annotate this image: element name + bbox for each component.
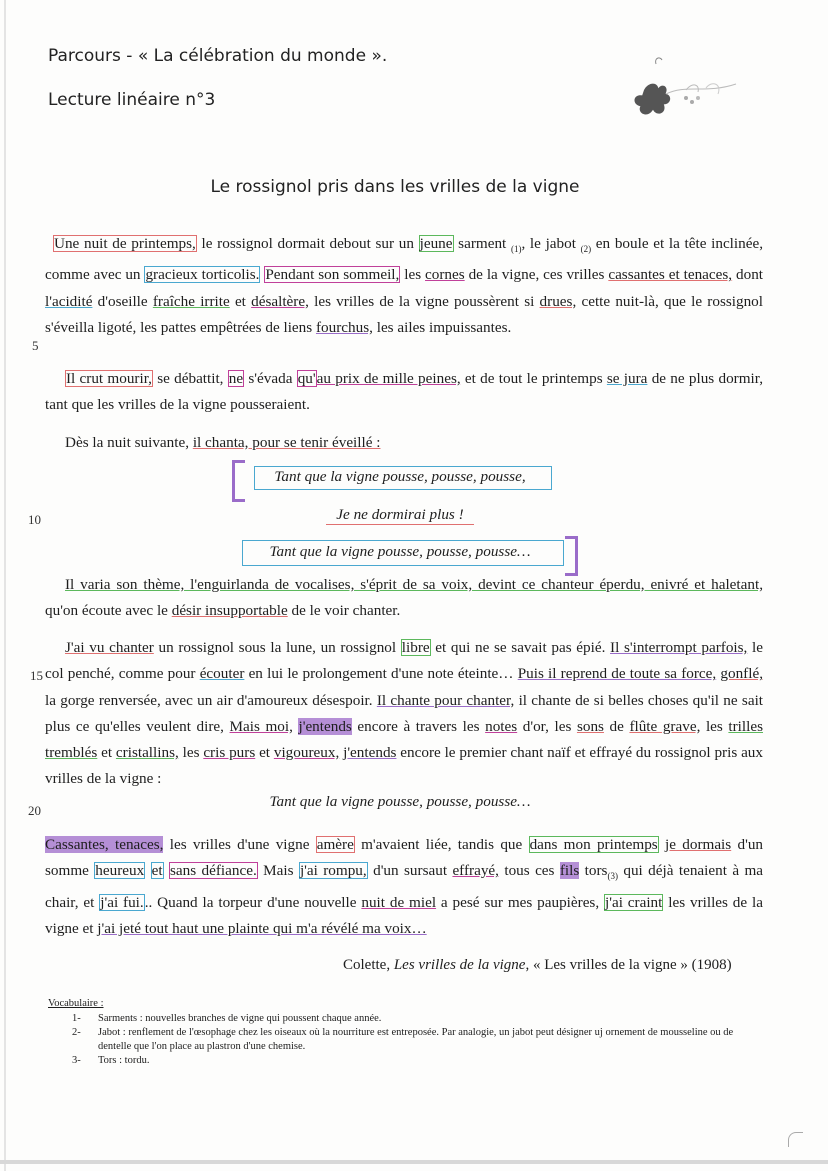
text-run: le col penché, comme pour <box>45 639 763 683</box>
annotated-phrase: jeune <box>419 235 453 252</box>
page-edge-left <box>4 0 6 1171</box>
text-run: d'un sursaut <box>367 862 453 880</box>
underlined-phrase: cris purs <box>203 744 256 762</box>
text-run <box>145 862 150 879</box>
text-run: le rossignol dormait debout sur un <box>196 235 419 252</box>
annotated-phrase: ne <box>228 370 244 387</box>
underlined-phrase: je dormais <box>665 836 732 853</box>
annotated-phrase: gracieux torticolis. <box>145 266 260 284</box>
annotated-phrase: dans mon printemps <box>529 836 658 853</box>
underlined-phrase: se jura <box>606 370 648 387</box>
vocabulary-item <box>72 1054 762 1068</box>
paragraph-4 <box>45 572 763 625</box>
text-run: la gorge renversée, avec un air d'amoureux désespoir. <box>45 691 377 709</box>
vocabulary-number: 2- <box>72 1027 81 1038</box>
annotated-phrase: j'ai craint <box>605 893 663 911</box>
underlined-phrase: j'entends <box>343 744 397 762</box>
annotated-phrase: Pendant son sommeil, <box>265 266 400 284</box>
text-run: tors <box>579 862 608 880</box>
text-run: les vrilles d'une vigne <box>163 836 316 853</box>
annotated-phrase: libre <box>401 639 430 656</box>
citation-author: Colette, <box>343 957 394 973</box>
underlined-phrase: drues, <box>539 292 577 310</box>
underlined-phrase: au prix de mille peines, <box>316 370 461 387</box>
text-run: se débattit, <box>152 370 228 387</box>
text-run: il chante de si belles choses qu'il ne sait plus ce qu'elles veulent dire, <box>45 691 764 735</box>
highlighted-phrase: fils <box>559 862 580 880</box>
vocabulary-text: Sarments : nouvelles branches de vigne qui poussent chaque année. <box>98 1013 382 1024</box>
underlined-phrase: cassantes et tenaces, <box>608 266 733 284</box>
vocabulary-text: Tors : tordu. <box>98 1055 150 1066</box>
text-run: de le voir chanter. <box>287 602 401 620</box>
underlined-phrase: Puis il reprend de toute sa force, <box>517 665 717 683</box>
annotated-phrase: j'ai fui. <box>100 893 144 911</box>
text-run: les <box>400 266 426 284</box>
citation-rest: , « Les vrilles de la vigne » (1908) <box>525 957 732 973</box>
text-run: et <box>255 744 274 762</box>
underlined-phrase: désaltère, <box>251 292 309 310</box>
text-run: sarment <box>453 235 511 252</box>
vocabulary-title: Vocabulaire : <box>48 998 104 1009</box>
annotated-phrase: heureux <box>95 862 145 880</box>
annotated-phrase: Une nuit de printemps, <box>54 235 196 252</box>
vocabulary-item <box>72 1012 762 1026</box>
vocabulary-number: 3- <box>72 1055 81 1066</box>
text-run: de la vigne, ces vrilles <box>464 266 609 284</box>
line-number-15: 15 <box>30 668 43 683</box>
underlined-phrase: gonflé, <box>720 665 763 683</box>
verse-line-2: Je ne dormirai plus ! <box>336 506 464 523</box>
highlighted-phrase: j'entends <box>298 717 352 735</box>
verse-line-3: Tant que la vigne pousse, pousse, pousse… <box>269 543 531 560</box>
citation-book: Les vrilles de la vigne <box>393 957 526 973</box>
text-run: .. Quand la torpeur d'une nouvelle <box>144 893 362 911</box>
text-run: les vrilles de la vigne poussèrent si <box>308 292 540 310</box>
text-run: et qui ne se savait pas épié. <box>430 639 611 656</box>
text-run: d'oseille <box>92 292 153 310</box>
text-run: encore à travers les <box>351 717 486 735</box>
source-citation <box>343 957 732 974</box>
text-run: et de tout le printemps <box>460 370 607 387</box>
underlined-phrase: Il varia son thème, l'enguirlanda de vocalises, s'éprit de sa voix, devint ce chanteur éperdu, enivré et haletant, <box>65 576 763 593</box>
vocabulary-item <box>72 1026 762 1054</box>
underlined-phrase: désir insupportable <box>171 602 288 620</box>
text-run: , le jabot <box>521 235 581 252</box>
underlined-phrase: J'ai vu chanter <box>65 639 154 656</box>
verse-line-4: Tant que la vigne pousse, pousse, pousse… <box>269 793 531 810</box>
text-run: les vrilles de la vigne et <box>45 893 763 937</box>
text-run: les ailes impuissantes. <box>372 318 512 336</box>
text-run: tous ces <box>498 862 560 880</box>
underlined-phrase: nuit de miel <box>361 893 437 911</box>
text-run: qu'on écoute avec le <box>45 602 172 620</box>
underlined-phrase: trilles tremblés <box>45 717 763 762</box>
text-run: en lui le prolongement d'une note éteinte… <box>244 665 518 683</box>
verse-underline <box>326 524 474 525</box>
text-run: s'évada <box>244 370 297 387</box>
text-run: d'or, les <box>517 717 577 735</box>
highlighted-phrase: Cassantes, tenaces, <box>45 836 164 853</box>
parcours-heading: Parcours - « La célébration du monde ». <box>48 46 388 66</box>
underlined-phrase: fraîche irrite <box>152 292 230 310</box>
underlined-phrase: flûte grave, <box>629 717 701 735</box>
text-run: encore le premier chant naïf et effrayé du rossignol pris aux vrilles de la vigne : <box>45 744 763 788</box>
text-run: les <box>700 717 729 735</box>
text-run: un rossignol sous la lune, un rossignol <box>153 639 401 656</box>
text-run: qui déjà tenaient à ma chair, et <box>45 862 764 911</box>
annotated-phrase: qu' <box>297 370 316 387</box>
vocabulary-list <box>72 1012 762 1068</box>
text-run: et <box>229 292 252 310</box>
underlined-phrase: cristallins, <box>115 744 179 762</box>
verse-line-1: Tant que la vigne pousse, pousse, pousse, <box>274 468 526 485</box>
underlined-phrase: il chanta, pour se tenir éveillé : <box>192 434 381 451</box>
page-edge-bottom <box>0 1160 828 1164</box>
text-run: dont <box>732 266 764 284</box>
annotated-phrase: et <box>151 862 163 880</box>
text-run: a pesé sur mes paupières, <box>436 893 605 911</box>
underlined-phrase: Il s'interrompt parfois, <box>610 639 748 656</box>
line-number-20: 20 <box>28 803 41 818</box>
text-title: Le rossignol pris dans les vrilles de la vigne <box>210 177 580 197</box>
underlined-phrase: fourchus, <box>315 318 373 336</box>
text-run: et <box>97 744 116 762</box>
text-run: Mais <box>257 862 299 880</box>
vocabulary-number: 1- <box>72 1013 81 1024</box>
annotated-phrase: j'ai rompu, <box>299 862 367 880</box>
annotated-phrase: Il crut mourir, <box>66 370 152 387</box>
paragraph-6 <box>45 832 763 942</box>
text-run: d'un somme <box>45 836 764 880</box>
annotated-phrase: amère <box>316 836 354 853</box>
text-run: m'avaient liée, tandis que <box>354 836 529 853</box>
text-run: cette nuit-là, que le rossignol s'éveilla ligoté, les pattes empêtrées de liens <box>45 292 763 336</box>
underlined-phrase: effrayé, <box>452 862 499 880</box>
underlined-phrase: notes <box>485 717 518 735</box>
underlined-phrase: Il chante pour chanter, <box>376 691 515 709</box>
text-run: les <box>178 744 204 762</box>
underlined-phrase: vigoureux, <box>273 744 340 762</box>
footnote-ref-3: (3) <box>607 871 618 882</box>
underlined-phrase: l'acidité <box>45 292 93 310</box>
paragraph-1 <box>45 231 763 341</box>
underlined-phrase: sons <box>576 717 604 735</box>
underlined-phrase: j'ai jeté tout haut une plainte qui m'a révélé ma voix… <box>97 919 427 937</box>
annotated-phrase: sans défiance. <box>169 862 257 880</box>
paragraph-5 <box>45 635 763 793</box>
line-number-10: 10 <box>28 512 41 527</box>
paragraph-3 <box>65 430 665 456</box>
underlined-phrase: cornes <box>425 266 465 284</box>
line-number-5: 5 <box>32 338 39 353</box>
text-run: de ne plus dormir, tant que les vrilles de la vigne pousseraient. <box>45 370 764 414</box>
text-run: en boule et la tête inclinée, comme avec un <box>45 235 763 284</box>
paragraph-2 <box>45 366 763 419</box>
text-run: Dès la nuit suivante, <box>65 434 193 451</box>
text-run: de <box>603 717 630 735</box>
vocabulary-text: Jabot : renflement de l'œsophage chez les oiseaux où la nourriture est entreposée. Par analogie, un jabot peut désigner uj ornement de mousseline ou de dentelle que l'on place au plastron d'une chemise. <box>98 1027 734 1052</box>
lecture-heading: Lecture linéaire n°3 <box>48 90 216 110</box>
footnote-ref-1: (1) <box>510 244 522 255</box>
page-corner-mark <box>788 1132 803 1147</box>
vine-leaf-illustration <box>626 54 746 154</box>
underlined-phrase: écouter <box>199 665 245 683</box>
footnote-ref-2: (2) <box>580 244 592 255</box>
underlined-phrase: Mais moi, <box>229 717 293 735</box>
